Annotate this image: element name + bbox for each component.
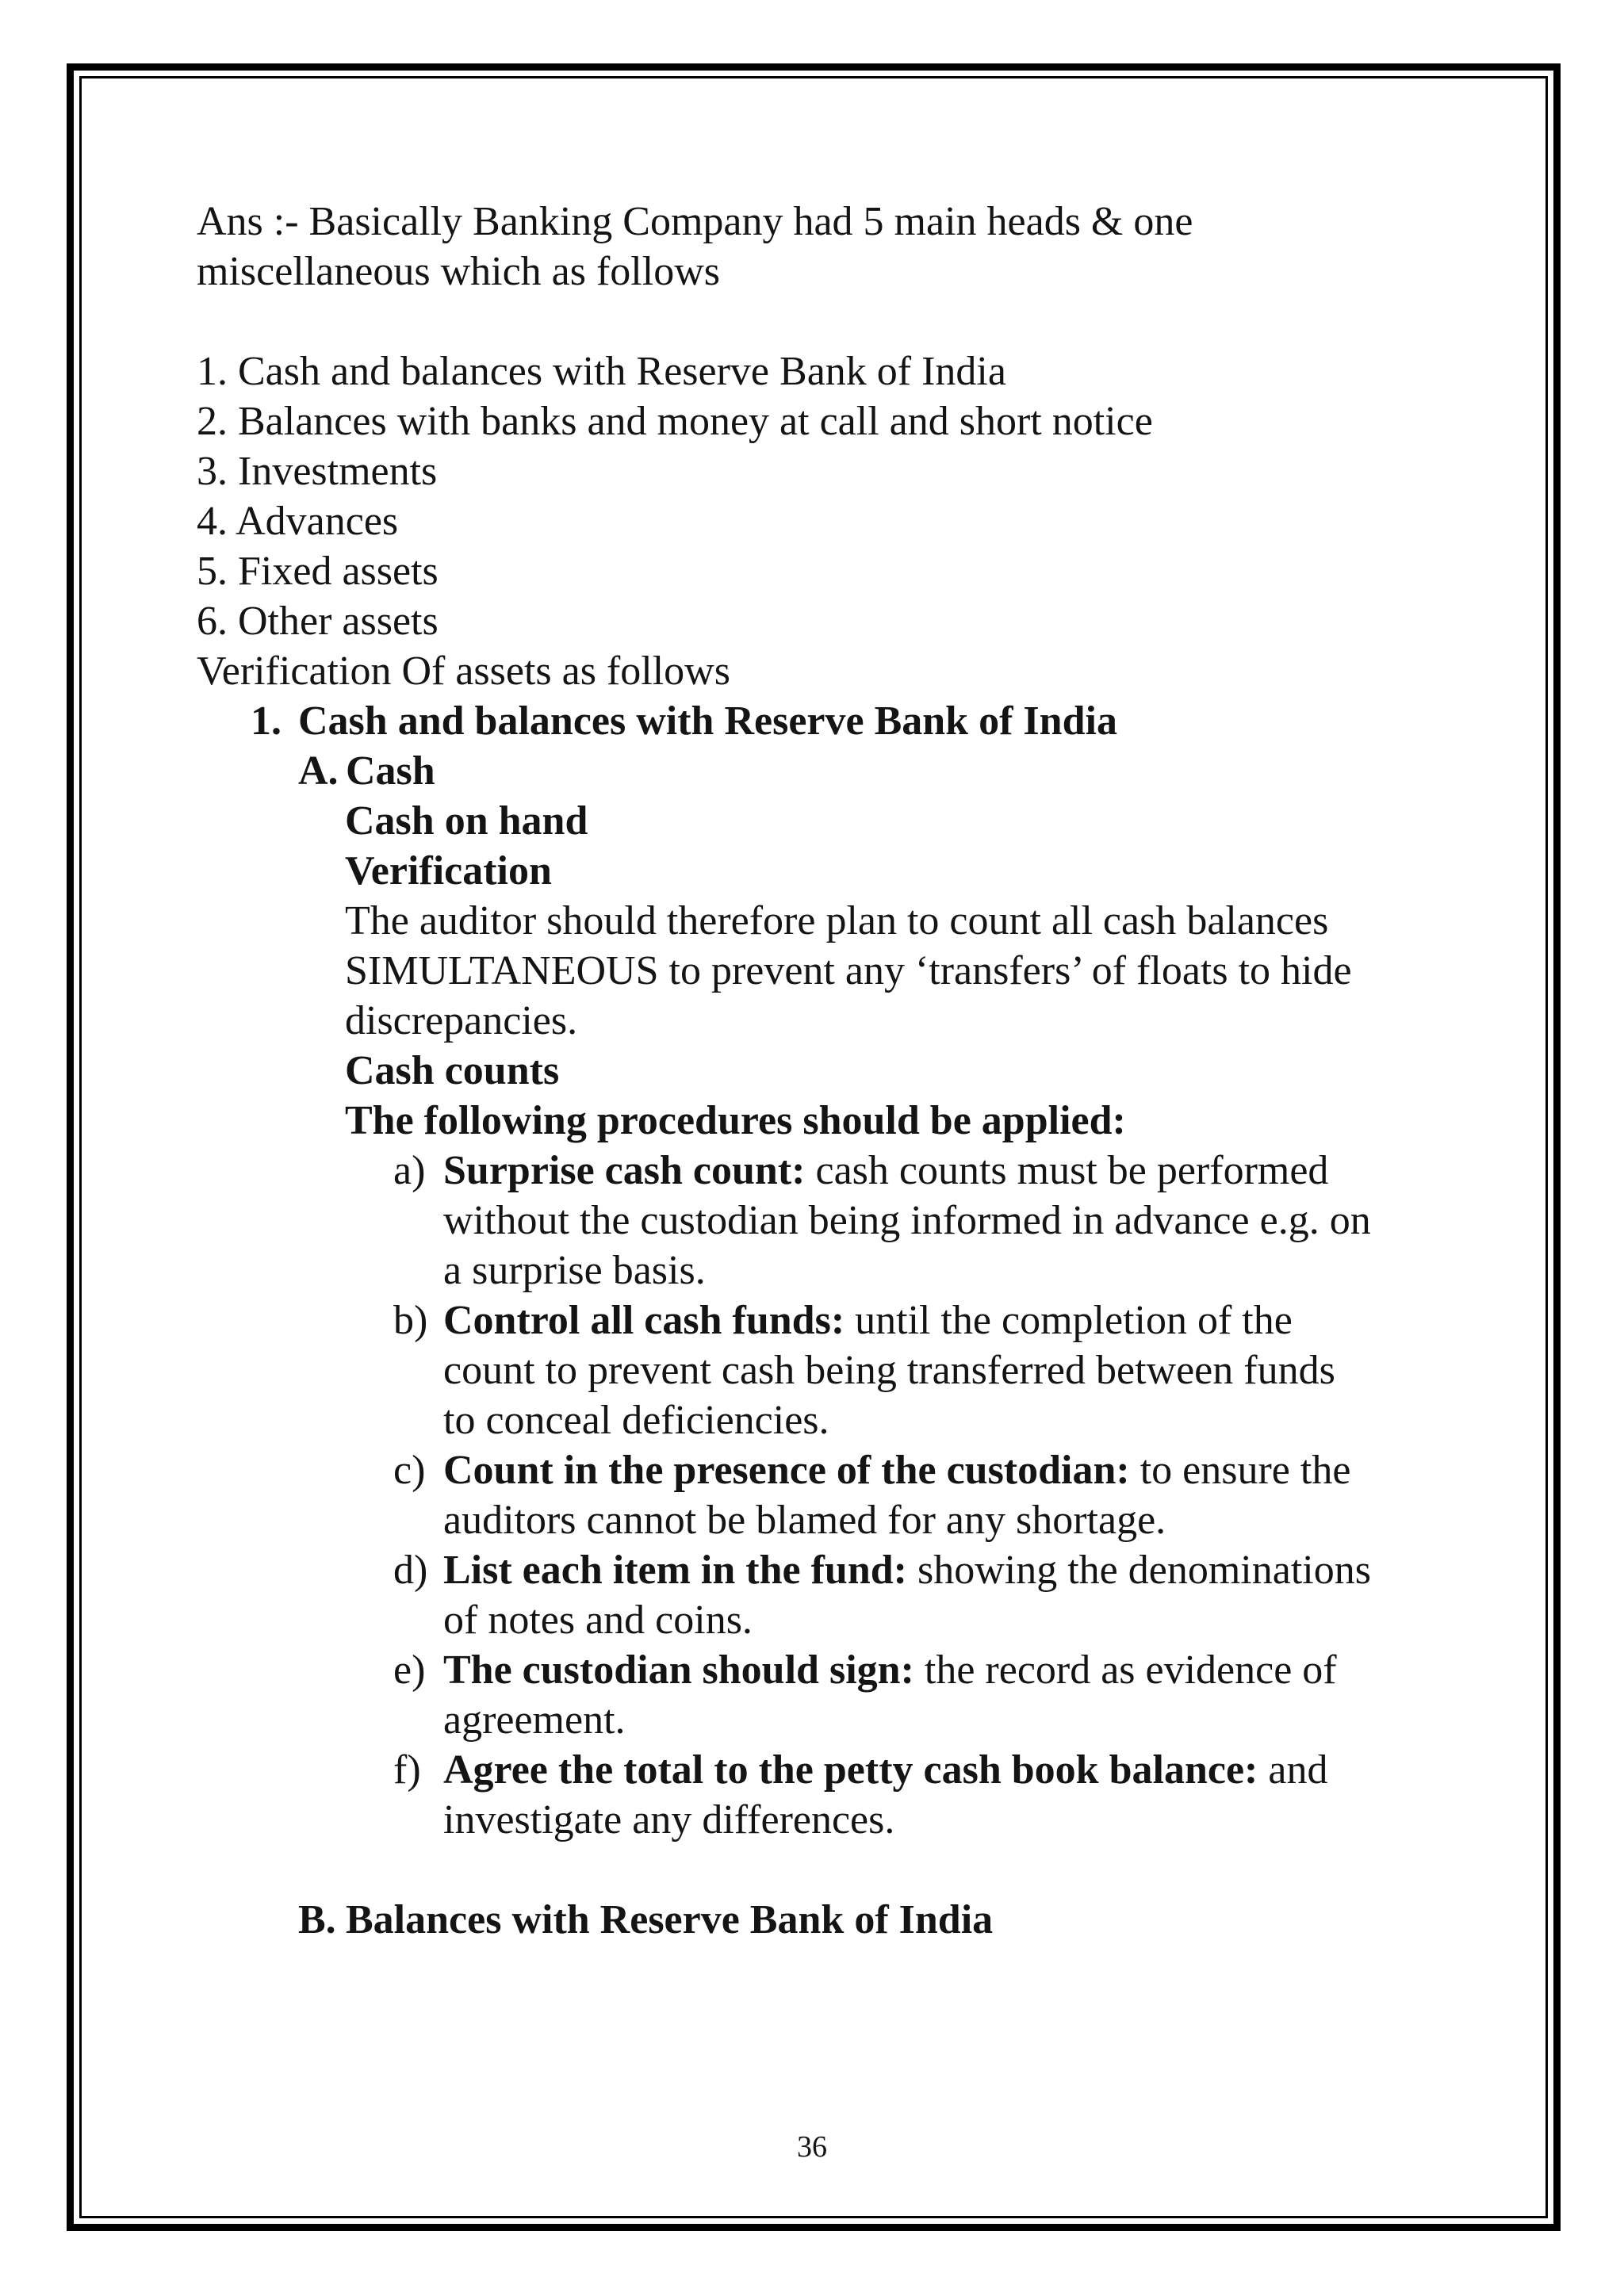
heads-list-item: 4. Advances bbox=[197, 499, 399, 544]
verification-paragraph-line: SIMULTANEOUS to prevent any ‘transfers’ of floats to hide bbox=[345, 948, 1352, 993]
procedure-item bbox=[197, 1295, 1465, 1445]
procedure-text: and bbox=[1258, 1747, 1328, 1793]
procedure-item bbox=[197, 1645, 1465, 1745]
procedure-label: f) bbox=[393, 1747, 421, 1793]
procedure-label: b) bbox=[393, 1298, 428, 1343]
procedure-text-cont: agreement. bbox=[443, 1697, 626, 1743]
procedure-label: d) bbox=[393, 1548, 428, 1593]
procedure-label: e) bbox=[393, 1647, 426, 1693]
procedure-item bbox=[197, 1445, 1465, 1545]
page-number: 36 bbox=[797, 2130, 827, 2164]
heads-list-item: 3. Investments bbox=[197, 449, 438, 494]
procedure-item bbox=[197, 1545, 1465, 1645]
document-body bbox=[197, 197, 1465, 1945]
verification-paragraph-line: The auditor should therefore plan to count all cash balances bbox=[345, 898, 1329, 943]
procedure-text: showing the denominations bbox=[907, 1548, 1371, 1593]
cash-counts-heading: Cash counts bbox=[345, 1048, 560, 1093]
cash-on-hand-heading: Cash on hand bbox=[345, 798, 588, 844]
section-1-number: 1. bbox=[251, 698, 282, 744]
procedure-title: Count in the presence of the custodian: bbox=[443, 1448, 1130, 1493]
procedure-title: Control all cash funds: bbox=[443, 1298, 845, 1343]
procedure-text-cont: count to prevent cash being transferred between funds bbox=[443, 1348, 1335, 1393]
procedure-text-cont: of notes and coins. bbox=[443, 1598, 753, 1643]
section-1-title: Cash and balances with Reserve Bank of India bbox=[298, 698, 1117, 744]
procedure-text-cont: to conceal deficiencies. bbox=[443, 1398, 829, 1443]
intro-line-2: miscellaneous which as follows bbox=[197, 249, 720, 294]
spacer bbox=[197, 297, 1465, 346]
section-1-heading bbox=[197, 696, 1465, 746]
heads-list bbox=[197, 346, 1465, 646]
procedure-text-cont: investigate any differences. bbox=[443, 1797, 895, 1843]
subsection-b-title: Balances with Reserve Bank of India bbox=[346, 1897, 994, 1942]
heads-list-item: 1. Cash and balances with Reserve Bank of India bbox=[197, 349, 1006, 394]
procedure-label: a) bbox=[393, 1148, 426, 1193]
procedure-text-cont: a surprise basis. bbox=[443, 1248, 706, 1293]
heads-list-item: 5. Fixed assets bbox=[197, 549, 439, 594]
spacer bbox=[197, 1845, 1465, 1895]
procedure-text: to ensure the bbox=[1129, 1448, 1351, 1493]
procedure-title: The custodian should sign: bbox=[443, 1647, 914, 1693]
procedure-text-cont: without the custodian being informed in advance e.g. on bbox=[443, 1198, 1371, 1243]
intro-line-1: Ans :- Basically Banking Company had 5 main heads & one bbox=[197, 199, 1193, 244]
procedure-title: List each item in the fund: bbox=[443, 1548, 907, 1593]
heads-list-item: 6. Other assets bbox=[197, 599, 439, 644]
procedures-list bbox=[197, 1146, 1465, 1845]
procedures-heading: The following procedures should be applied: bbox=[345, 1098, 1126, 1143]
verification-heading: Verification bbox=[345, 848, 552, 894]
subsection-a-title: Cash bbox=[346, 748, 435, 794]
verification-intro: Verification Of assets as follows bbox=[197, 649, 730, 694]
procedure-text: the record as evidence of bbox=[914, 1647, 1337, 1693]
procedure-item bbox=[197, 1146, 1465, 1295]
procedure-title: Agree the total to the petty cash book balance: bbox=[443, 1747, 1258, 1793]
verification-paragraph-line: discrepancies. bbox=[345, 998, 578, 1043]
procedure-text-cont: auditors cannot be blamed for any shortage. bbox=[443, 1498, 1166, 1543]
subsection-b-letter: B. bbox=[298, 1897, 336, 1942]
subsection-a-letter: A. bbox=[298, 748, 339, 794]
procedure-label: c) bbox=[393, 1448, 426, 1493]
procedure-item bbox=[197, 1745, 1465, 1845]
procedure-text: until the completion of the bbox=[845, 1298, 1293, 1343]
subsection-b-heading bbox=[197, 1895, 1465, 1945]
heads-list-item: 2. Balances with banks and money at call and short notice bbox=[197, 399, 1153, 444]
subsection-a-heading bbox=[197, 746, 1465, 796]
procedure-text: cash counts must be performed bbox=[805, 1148, 1329, 1193]
procedure-title: Surprise cash count: bbox=[443, 1148, 806, 1193]
